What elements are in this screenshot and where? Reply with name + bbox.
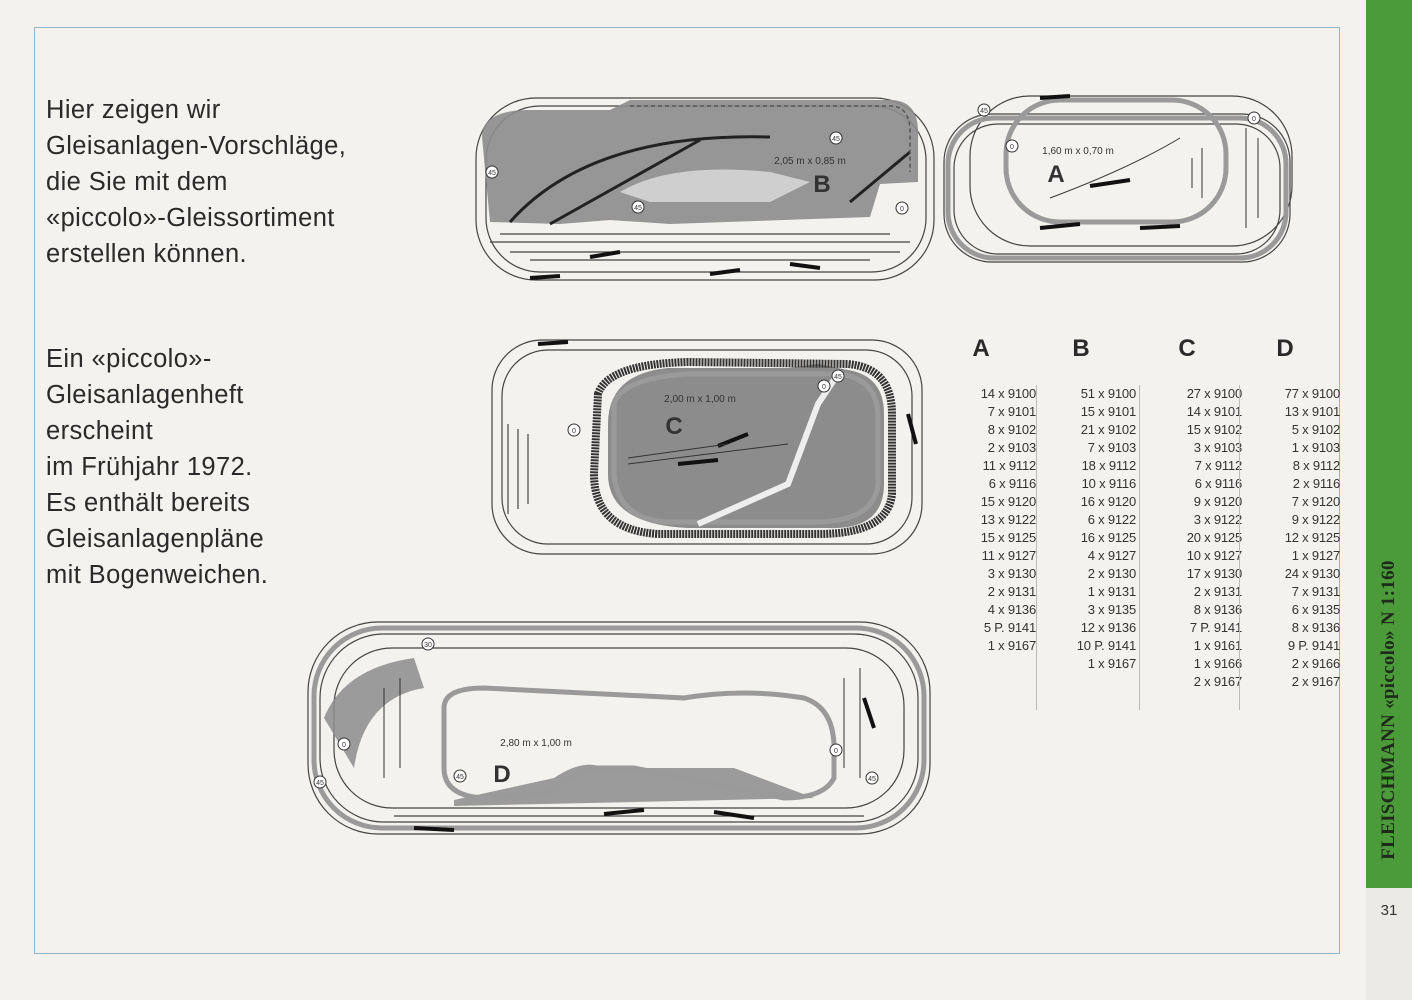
parts-list-d [1230, 335, 1340, 691]
parts-list-heading: B [1072, 335, 1090, 362]
parts-row: 6 x 9135 [1291, 602, 1340, 617]
layout-c-dimensions: 2,00 m x 1,00 m [664, 394, 736, 405]
column-divider [1139, 385, 1140, 710]
parts-row: 9 P. 9141 [1287, 638, 1340, 653]
intro-line: Gleisanlagen-Vorschläge, [46, 132, 347, 160]
parts-row: 2 x 9130 [1087, 566, 1136, 581]
marker-0: 0 [822, 384, 826, 391]
intro-text [46, 92, 446, 272]
parts-row: 7 x 9103 [1087, 440, 1136, 455]
parts-row: 7 x 9101 [987, 404, 1036, 419]
announcement-line: im Frühjahr 1972. [46, 453, 253, 481]
parts-row: 14 x 9101 [1186, 404, 1242, 419]
parts-row: 17 x 9130 [1186, 566, 1242, 581]
parts-row: 2 x 9166 [1291, 656, 1340, 671]
parts-row: 20 x 9125 [1186, 530, 1242, 545]
parts-row: 7 x 9131 [1291, 584, 1340, 599]
intro-line: erstellen können. [46, 240, 248, 268]
parts-row: 11 x 9127 [981, 548, 1036, 563]
brand-label: FLEISCHMANN «piccolo» N 1:160 [1378, 560, 1399, 860]
marker-45: 45 [456, 774, 464, 781]
parts-row: 1 x 9166 [1193, 656, 1242, 671]
marker-45: 45 [488, 170, 496, 177]
track-plan-c [488, 334, 928, 558]
announcement-line: erscheint [46, 417, 154, 445]
parts-row: 1 x 9167 [1087, 656, 1136, 671]
marker-45: 45 [832, 136, 840, 143]
intro-line: «piccolo»-Gleissortiment [46, 204, 335, 232]
parts-list-c [1132, 335, 1242, 691]
marker-30: 30 [424, 642, 432, 649]
parts-row: 3 x 9122 [1193, 512, 1242, 527]
parts-row: 8 x 9112 [1292, 458, 1340, 473]
parts-list-heading: C [1178, 335, 1196, 362]
layout-b-dimensions: 2,05 m x 0,85 m [774, 156, 846, 167]
parts-row: 11 x 9112 [982, 458, 1036, 473]
parts-row: 16 x 9125 [1080, 530, 1136, 545]
marker-0: 0 [900, 206, 904, 213]
parts-row: 7 x 9120 [1291, 494, 1340, 509]
parts-row: 13 x 9122 [980, 512, 1036, 527]
column-divider [1036, 385, 1037, 710]
parts-row: 13 x 9101 [1284, 404, 1340, 419]
parts-row: 12 x 9136 [1080, 620, 1136, 635]
marker-0: 0 [834, 748, 838, 755]
parts-row: 9 x 9120 [1193, 494, 1242, 509]
parts-row: 8 x 9136 [1193, 602, 1242, 617]
marker-0: 0 [1010, 144, 1014, 151]
marker-0: 0 [572, 428, 576, 435]
layout-d-dimensions: 2,80 m x 1,00 m [500, 738, 572, 749]
parts-row: 4 x 9136 [987, 602, 1036, 617]
parts-row: 2 x 9131 [1193, 584, 1242, 599]
intro-paragraph [46, 92, 446, 272]
parts-row: 1 x 9131 [1087, 584, 1136, 599]
parts-row: 77 x 9100 [1284, 386, 1340, 401]
parts-row: 14 x 9100 [980, 386, 1036, 401]
parts-row: 12 x 9125 [1284, 530, 1340, 545]
announcement-line: Gleisanlagenpläne [46, 525, 265, 553]
marker-0: 0 [342, 742, 346, 749]
parts-row: 21 x 9102 [1080, 422, 1136, 437]
announcement-paragraph [46, 341, 446, 593]
marker-45: 45 [868, 776, 876, 783]
layout-c-label: C [665, 413, 683, 440]
parts-row: 6 x 9116 [988, 476, 1036, 491]
announcement-line: Ein «piccolo»- [46, 345, 212, 373]
parts-list-rows [1230, 385, 1340, 691]
parts-row: 6 x 9116 [1194, 476, 1242, 491]
parts-row: 3 x 9130 [987, 566, 1036, 581]
announcement-line: mit Bogenweichen. [46, 561, 269, 589]
parts-row: 15 x 9120 [980, 494, 1036, 509]
column-divider [1239, 385, 1240, 710]
announcement-line: Es enthält bereits [46, 489, 251, 517]
parts-row: 10 x 9116 [1081, 476, 1136, 491]
parts-row: 1 x 9161 [1193, 638, 1242, 653]
parts-row: 51 x 9100 [1080, 386, 1136, 401]
track-plan-a [940, 88, 1300, 268]
parts-list-heading: D [1276, 335, 1294, 362]
page-number: 31 [1380, 902, 1398, 919]
parts-list-heading: A [972, 335, 990, 362]
intro-line: die Sie mit dem [46, 168, 228, 196]
parts-list-rows [926, 385, 1036, 655]
parts-row: 24 x 9130 [1284, 566, 1340, 581]
parts-row: 2 x 9167 [1291, 674, 1340, 689]
track-plan-b [470, 92, 940, 292]
parts-row: 3 x 9103 [1193, 440, 1242, 455]
parts-row: 5 P. 9141 [983, 620, 1036, 635]
parts-row: 18 x 9112 [1081, 458, 1136, 473]
parts-row: 2 x 9131 [987, 584, 1036, 599]
parts-row: 27 x 9100 [1186, 386, 1242, 401]
layout-d-label: D [493, 761, 511, 788]
announcement-text [46, 341, 446, 593]
parts-row: 10 P. 9141 [1076, 638, 1136, 653]
parts-row: 15 x 9102 [1186, 422, 1242, 437]
marker-45: 45 [634, 205, 642, 212]
layout-a-dimensions: 1,60 m x 0,70 m [1042, 146, 1114, 157]
parts-list-a [926, 335, 1036, 655]
parts-row: 1 x 9167 [987, 638, 1036, 653]
layout-a-label: A [1047, 161, 1065, 188]
parts-row: 4 x 9127 [1087, 548, 1136, 563]
parts-row: 1 x 9103 [1291, 440, 1340, 455]
parts-row: 8 x 9102 [987, 422, 1036, 437]
marker-45: 45 [980, 108, 988, 115]
marker-0: 0 [1252, 116, 1256, 123]
parts-row: 2 x 9167 [1193, 674, 1242, 689]
parts-list-b [1026, 335, 1136, 673]
parts-row: 15 x 9125 [980, 530, 1036, 545]
parts-row: 6 x 9122 [1087, 512, 1136, 527]
parts-row: 7 x 9112 [1194, 458, 1242, 473]
intro-line: Hier zeigen wir [46, 96, 221, 124]
parts-row: 9 x 9122 [1291, 512, 1340, 527]
parts-row: 1 x 9127 [1291, 548, 1340, 563]
layout-b-label: B [813, 171, 831, 198]
brand-label-wrap [1366, 540, 1412, 880]
parts-row: 16 x 9120 [1080, 494, 1136, 509]
parts-row: 15 x 9101 [1080, 404, 1136, 419]
parts-row: 7 P. 9141 [1189, 620, 1242, 635]
parts-list-rows [1026, 385, 1136, 673]
parts-row: 8 x 9136 [1291, 620, 1340, 635]
parts-row: 2 x 9103 [987, 440, 1036, 455]
parts-row: 10 x 9127 [1186, 548, 1242, 563]
parts-list-rows [1132, 385, 1242, 691]
marker-45: 45 [316, 780, 324, 787]
announcement-line: Gleisanlagenheft [46, 381, 244, 409]
parts-row: 3 x 9135 [1087, 602, 1136, 617]
parts-row: 5 x 9102 [1291, 422, 1340, 437]
parts-row: 2 x 9116 [1292, 476, 1340, 491]
track-plan-d [304, 618, 934, 838]
marker-45: 45 [834, 374, 842, 381]
